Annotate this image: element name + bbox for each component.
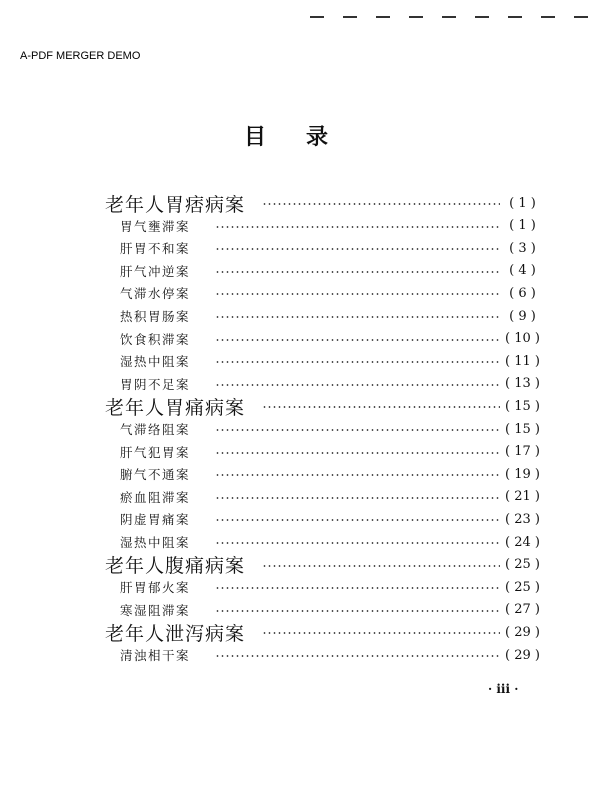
toc-page: ( 11 ) (505, 353, 540, 369)
toc-label: 肝气冲逆案 (120, 263, 191, 279)
toc-entry[interactable] (0, 508, 612, 530)
toc-page: ( 15 ) (505, 421, 540, 437)
watermark: A-PDF MERGER DEMO (20, 50, 141, 62)
toc-entry[interactable] (0, 373, 612, 395)
toc-page: ( 15 ) (505, 398, 540, 414)
toc-label: 老年人胃痛病案 (105, 396, 246, 419)
toc-label: 气滞水停案 (120, 286, 191, 302)
dot-leader (215, 271, 500, 273)
toc-label: 老年人泄泻病案 (105, 622, 246, 645)
dot-leader (215, 316, 500, 318)
toc-label: 湿热中阻案 (120, 535, 191, 550)
toc-entry[interactable] (0, 418, 612, 440)
dot-leader (215, 248, 500, 250)
toc-entry[interactable] (0, 531, 612, 553)
toc-label: 阴虚胃痛案 (120, 512, 191, 528)
toc-label: 气滞络阻案 (120, 422, 191, 437)
toc-page: ( 9 ) (509, 308, 536, 324)
toc-page: ( 3 ) (509, 240, 536, 256)
toc-entry[interactable] (0, 599, 612, 621)
dot-leader (215, 519, 500, 521)
dot-leader (215, 384, 500, 386)
dot-leader (215, 474, 500, 476)
toc-section[interactable] (0, 554, 612, 576)
toc-entry[interactable] (0, 260, 612, 282)
toc-label: 肝胃不和案 (120, 241, 191, 257)
toc-page: ( 23 ) (505, 511, 540, 527)
dot-leader (215, 497, 500, 499)
toc-label: 瘀血阻滞案 (120, 489, 191, 505)
toc-section[interactable] (0, 192, 612, 214)
toc-entry[interactable] (0, 282, 612, 304)
toc-entry[interactable] (0, 350, 612, 372)
toc-page: ( 21 ) (505, 489, 540, 505)
toc-section[interactable] (0, 621, 612, 643)
toc-page: ( 29 ) (505, 647, 540, 663)
dot-leader (215, 655, 500, 657)
dot-leader (262, 632, 500, 634)
toc-page: ( 13 ) (505, 376, 540, 392)
dot-leader (215, 429, 500, 431)
toc-label: 饮食积滞案 (120, 331, 191, 347)
toc-page: ( 1 ) (509, 195, 536, 211)
toc-entry[interactable] (0, 328, 612, 350)
toc-entry[interactable] (0, 215, 612, 237)
toc-section[interactable] (0, 395, 612, 417)
page-number: · iii · (488, 682, 519, 696)
toc-page: ( 25 ) (505, 557, 540, 573)
toc-label: 胃阴不足案 (120, 376, 191, 392)
toc-page: ( 6 ) (509, 285, 536, 301)
toc-entry[interactable] (0, 576, 612, 598)
dot-leader (215, 452, 500, 454)
toc-page: ( 17 ) (505, 444, 540, 460)
toc-entry[interactable] (0, 237, 612, 259)
toc-page: ( 29 ) (505, 624, 540, 640)
dot-leader (262, 406, 500, 408)
toc-label: 老年人胃痞病案 (105, 193, 246, 216)
toc-page: ( 1 ) (509, 218, 536, 234)
toc-label: 湿热中阻案 (120, 354, 191, 370)
toc-label: 腑气不通案 (120, 467, 191, 483)
toc-entry[interactable] (0, 305, 612, 327)
toc-entry[interactable] (0, 644, 612, 666)
toc-label: 寒湿阻滞案 (120, 602, 191, 618)
dot-leader (262, 565, 500, 567)
dot-leader (215, 293, 500, 295)
dot-leader (215, 339, 500, 341)
toc-page: ( 4 ) (509, 263, 536, 279)
toc-label: 清浊相干案 (120, 648, 191, 663)
dot-leader (215, 542, 500, 544)
page-title: 目录 (243, 124, 368, 150)
dot-leader (215, 361, 500, 363)
toc-label: 胃气壅滞案 (120, 218, 191, 234)
toc-label: 肝胃郁火案 (120, 580, 191, 596)
toc-page: ( 10 ) (505, 331, 540, 347)
dot-leader (215, 226, 500, 228)
toc-page: ( 27 ) (505, 602, 540, 618)
toc-page: ( 19 ) (505, 466, 540, 482)
toc-label: 老年人腹痛病案 (105, 555, 246, 578)
dot-leader (215, 610, 500, 612)
toc-entry[interactable] (0, 463, 612, 485)
toc-entry[interactable] (0, 486, 612, 508)
toc-label: 肝气犯胃案 (120, 444, 191, 460)
toc-label: 热积胃肠案 (120, 309, 191, 324)
toc-entry[interactable] (0, 441, 612, 463)
toc-page: ( 24 ) (505, 534, 540, 550)
dot-leader (215, 587, 500, 589)
dot-leader (262, 203, 500, 205)
toc-page: ( 25 ) (505, 579, 540, 595)
